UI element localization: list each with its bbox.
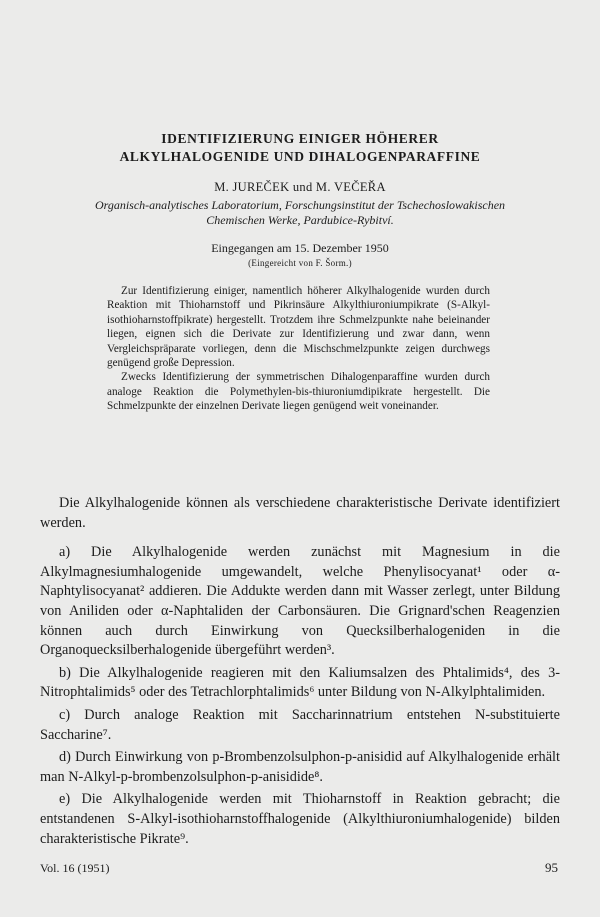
received-date: Eingegangen am 15. Dezember 1950 [211,241,389,255]
title-line-2: ALKYLHALOGENIDE UND DIHALOGENPARAFFINE [119,149,481,164]
paragraph-b: b) Die Alkylhalogenide reagieren mit den Kaliumsalzen des Phtalimids⁴, des 3-Nitrophtalimids⁵ oder des Tetrachlorphtalimids⁶ unter Bildung von N-Alkylphtalimiden. [40,664,560,701]
abstract-paragraph-2: Zwecks Identifizierung der symmetrischen Dihalogenparaffine wurden durch analoge Reaktion die Polymethylen-bis-thiuroniumdipikrate hergestellt. Die Schmelzpunkte der einzelnen Derivate liegen genügend weit voneinander. [107,371,490,413]
affiliation-line-1: Organisch-analytisches Laboratorium, Forschungsinstitut der Tschechoslowakischen [94,198,506,212]
authors: M. JUREČEK und M. VEČEŘA [214,180,386,194]
intro-paragraph: Die Alkylhalogenide können als verschiedene charakteristische Derivate identifiziert werden. [40,495,560,531]
paragraph-a: a) Die Alkylhalogenide werden zunächst mit Magnesium in die Alkylmagnesiumhalogenide umgewandelt, welche Phenylisocyanat¹ oder α-Naphtylisocyanat² addieren. Die Addukte werden dann mit Wasser zerlegt, unter Bildung von Aniliden oder α-Naphtaliden der Carbonsäuren. Die Grignard'schen Reagenzien können auch durch Einwirkung von Quecksilberhalogeniden in die Organoquecksilberhalogenide übergeführt werden³. [40,544,560,659]
paragraph-d: d) Durch Einwirkung von p-Brombenzolsulphon-p-anisidid auf Alkylhalogenide erhält man N-Alkyl-p-brombenzolsulphon-p-anisidide⁸. [40,749,560,785]
abstract [107,284,490,414]
paragraph-c: c) Durch analoge Reaktion mit Saccharinnatrium entstehen N-substituierte Saccharine⁷. [40,706,560,743]
affiliation-line-2: Chemischen Werke, Pardubice-Rybitví. [206,212,394,227]
volume-info: Vol. 16 (1951) [40,861,110,875]
article-title [0,130,600,166]
paragraph-e: e) Die Alkylhalogenide werden mit Thioharnstoff in Reaktion gebracht; die entstandenen S-Alkyl-isothioharnstoffhalogenide (Alkylthiuroniumhalogenide) bilden charakteristische Pikrate⁹. [40,791,560,847]
title-line-1: IDENTIFIZIERUNG EINIGER HÖHERER [161,131,439,146]
page-number: 95 [545,860,558,875]
affiliation [50,198,550,227]
abstract-paragraph-1: Zur Identifizierung einiger, namentlich höherer Alkylhalogenide wurden durch Reaktion mit Thioharnstoff und Pikrinsäure Alkylthiuroniumpikrate (S-Alkyl-isothioharnstoffpikrate) hergestellt. Trotzdem ihre Schmelzpunkte nahe beieinander liegen, eignen sich die Derivate zur Identifizierung und zwar dann, wenn Vergleichspräparate vorliegen, denn die Mischschmelzpunkte zeigen durchwegs genügend große Depression. [107,285,490,370]
submitted-by: (Eingereicht von F. Šorm.) [248,258,352,268]
article-body [40,494,560,852]
